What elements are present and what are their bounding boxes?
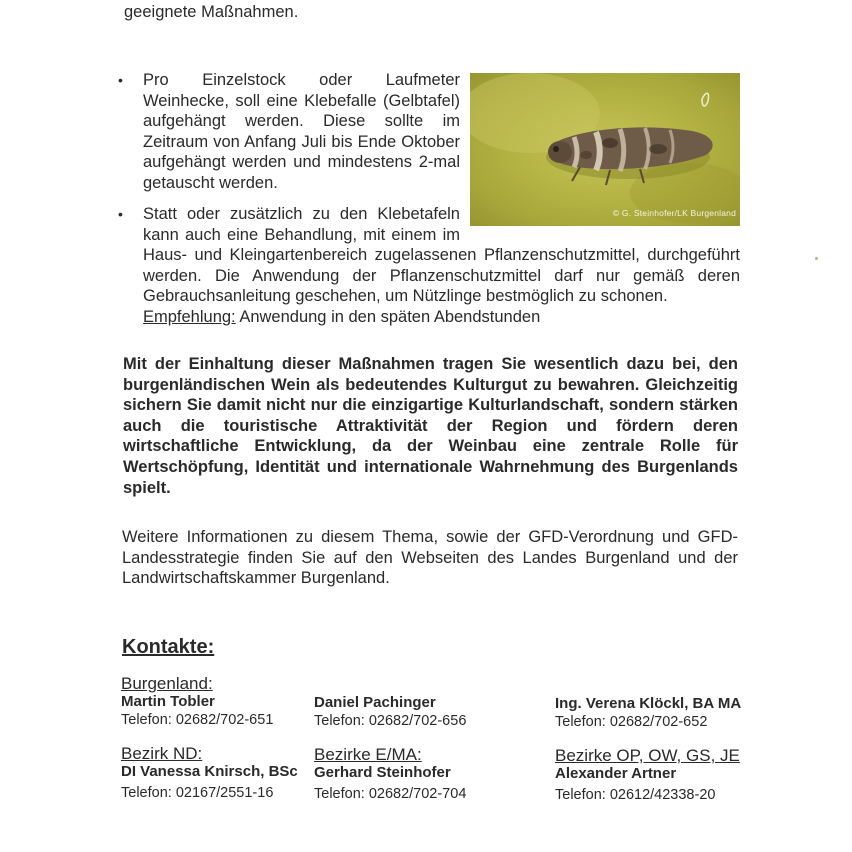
- contact-card: [314, 745, 466, 803]
- contact-name: Martin Tobler: [121, 693, 215, 710]
- contact-phone: Telefon: 02167/2551-16: [121, 785, 274, 801]
- contact-region: Bezirke E/MA:: [314, 745, 422, 764]
- contact-phone: Telefon: 02682/702-651: [121, 712, 274, 728]
- bullet-text: Statt oder zusätzlich zu den Klebetafeln kann auch eine Behandlung, mit einem im Haus- und Kleingartenbereich zugelassenen Pflanzenschutzmittel, durchgeführt werden. Die Anwendung der Pflanzenschutzmittel darf nur gemäß deren Gebrauchsanleitung geschehen, um Nützlinge bestmöglich zu schonen.: [143, 205, 740, 305]
- scan-speck: [815, 257, 818, 260]
- contact-phone: Telefon: 02612/42338-20: [555, 787, 716, 803]
- contact-name: Gerhard Steinhofer: [314, 764, 451, 781]
- recommendation-label: Empfehlung:: [143, 307, 236, 326]
- contact-card: [555, 746, 740, 804]
- contact-phone: Telefon: 02682/702-704: [314, 786, 467, 802]
- contact-name: DI Vanessa Knirsch, BSc: [121, 763, 298, 780]
- photo-credit: • © G. Steinhofer/LK Burgenland: [612, 207, 736, 218]
- contacts-heading: Kontakte:: [122, 636, 215, 658]
- contact-card: [314, 694, 466, 730]
- contact-name: Ing. Verena Klöckl, BA MA: [555, 695, 742, 712]
- bullet-text: Pro Einzelstock oder Laufmeter Weinhecke, soll eine Klebefalle (Gelbtafel) aufgehängt werden. Diese sollte im Zeitraum von Anfang Juli bis Ende Oktober aufgehängt werden und mindestens 2-mal getauscht werden.: [143, 71, 460, 192]
- recommendation-text: Anwendung in den späten Abendstunden: [235, 307, 541, 326]
- summary-paragraph: Mit der Einhaltung dieser Maßnahmen tragen Sie wesentlich dazu bei, den burgenländischen Wein als bedeutendes Kulturgut zu bewahren. Gleichzeitig sichern Sie damit nicht nur die einzigartige Kulturlandschaft, sondern stärken auch die touristische Attraktivität der Region und fördern deren wirtschaftliche Entwicklung, da der Weinbau eine zentrale Rolle für Wertschöpfung, Identität und internationale Wahrnehmung des Burgenlands spielt.: [123, 355, 738, 497]
- contact-name: Daniel Pachinger: [314, 694, 436, 711]
- contact-phone: Telefon: 02682/702-652: [555, 714, 708, 730]
- intro-line: geeignete Maßnahmen.: [124, 3, 299, 21]
- measures-list: [118, 70, 740, 327]
- contact-card: [121, 744, 298, 802]
- contact-card: [121, 674, 273, 729]
- contact-region: Burgenland:: [121, 674, 213, 693]
- list-item: [118, 204, 740, 327]
- contact-region: Bezirk ND:: [121, 744, 203, 763]
- contact-region: Bezirke OP, OW, GS, JE: [555, 746, 740, 765]
- info-paragraph: Weitere Informationen zu diesem Thema, sowie der GFD-Verordnung und GFD-Landesstrategie finden Sie auf den Webseiten des Landes Burgenland und der Landwirtschaftskammer Burgenland.: [122, 528, 738, 588]
- list-item: [118, 70, 740, 218]
- contact-phone: Telefon: 02682/702-656: [314, 713, 467, 729]
- contact-card: [555, 695, 741, 731]
- contact-name: Alexander Artner: [555, 765, 677, 782]
